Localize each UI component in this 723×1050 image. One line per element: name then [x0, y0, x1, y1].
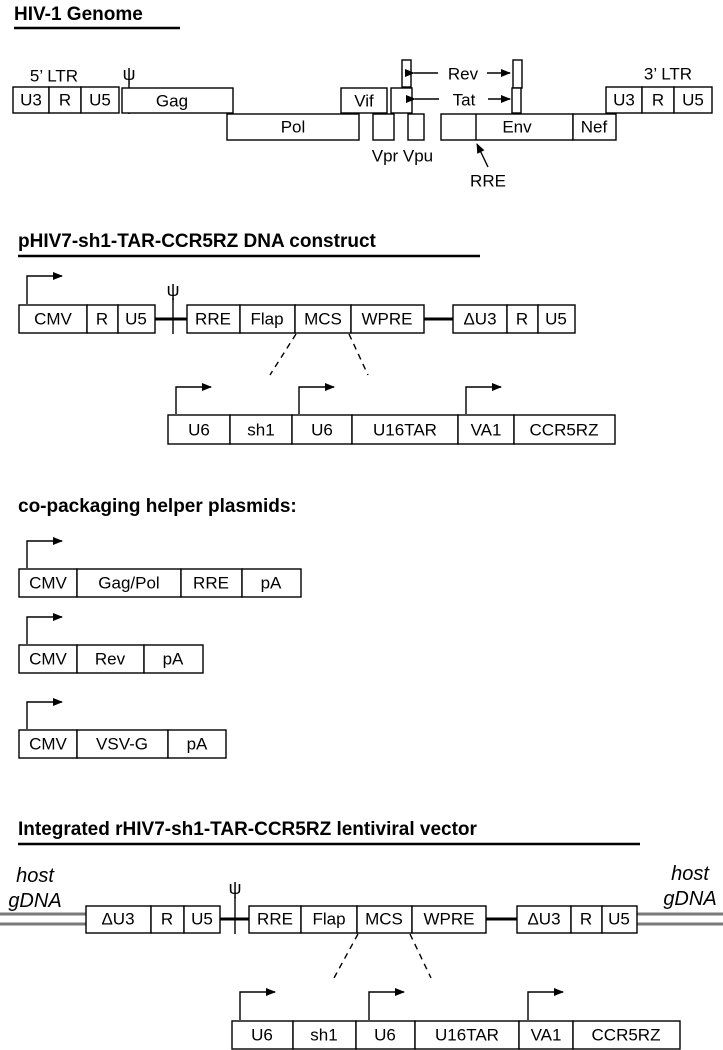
va1-promoter-arrow-4	[528, 992, 563, 1020]
u5-label-2: U5	[125, 309, 147, 329]
gag-label: Gag	[155, 91, 189, 111]
u6-promoter-arrow-4a	[240, 992, 275, 1020]
title-integrated-vector: Integrated rHIV7-sh1-TAR-CCR5RZ lentiviral vector	[18, 819, 477, 840]
r-label-2: R	[95, 309, 109, 329]
mcs-expand-line-right-4	[410, 934, 431, 978]
host-right-line1: host	[671, 863, 709, 885]
du3-label-4: ΔU3	[101, 909, 135, 929]
env-label: Env	[502, 117, 532, 137]
flap-label-4: Flap	[312, 909, 346, 929]
p3-pa-label: pA	[186, 734, 208, 754]
cmv-arrow-p3	[27, 702, 62, 729]
insert4-label-sh1: sh1	[310, 1025, 338, 1045]
tat-exon2-box	[512, 88, 521, 113]
vpr-label: Vpr	[371, 146, 399, 166]
wpre-label-4: WPRE	[423, 909, 475, 929]
host-left-line2: gDNA	[8, 890, 62, 912]
mcs-expand-line-right	[349, 334, 368, 375]
r-label-3: R	[651, 90, 665, 110]
p1-gagpol-label: Gag/Pol	[98, 573, 160, 593]
vpu-box	[408, 114, 424, 140]
insert-label-va1: VA1	[470, 420, 502, 440]
pol-label: Pol	[280, 117, 306, 137]
u6-promoter-arrow-4b	[369, 992, 404, 1020]
u6-promoter-arrow-2	[299, 387, 334, 414]
insert-label-u6-2: U6	[311, 420, 333, 440]
psi-symbol-4: ψ	[228, 878, 242, 898]
u3-label: U3	[20, 90, 42, 110]
p2-pa-label: pA	[162, 649, 184, 669]
nef-label: Nef	[580, 117, 608, 137]
vif-label: Vif	[354, 91, 374, 111]
u5-label: U5	[89, 90, 111, 110]
insert4-label-u6-2: U6	[374, 1025, 396, 1045]
insert-label-ccr5rz: CCR5RZ	[529, 420, 599, 440]
r-label-4b: R	[579, 909, 593, 929]
vpu-label: Vpu	[402, 146, 434, 166]
r-label-2b: R	[515, 309, 529, 329]
ltr5-label: 5’ LTR	[29, 66, 79, 86]
plasmid-gagpol	[19, 541, 301, 597]
cmv-promoter-arrow	[27, 276, 62, 304]
insert-cassette-1	[168, 387, 615, 444]
rev-exon1-box	[402, 60, 411, 87]
rre-label: RRE	[470, 171, 506, 191]
u6-promoter-arrow-1	[176, 387, 211, 414]
mcs-expand-line-left	[270, 334, 296, 375]
cmv-label: CMV	[34, 309, 72, 329]
mcs-label-4: MCS	[365, 909, 403, 929]
tat-exon1-box	[391, 88, 412, 113]
du3-label-4b: ΔU3	[527, 909, 561, 929]
va1-promoter-arrow	[466, 387, 501, 414]
ltr3-label: 3’ LTR	[643, 64, 693, 84]
p3-vsvg-label: VSV-G	[96, 734, 148, 754]
p1-rre-label: RRE	[193, 573, 229, 593]
insert4-label-ccr5rz: CCR5RZ	[591, 1025, 661, 1045]
u5-label-4: U5	[191, 909, 213, 929]
mcs-label: MCS	[304, 309, 342, 329]
p1-pa-label: pA	[260, 573, 282, 593]
psi-symbol: ψ	[122, 64, 136, 84]
wpre-label: WPRE	[361, 309, 413, 329]
title-hiv1-genome: HIV-1 Genome	[14, 4, 143, 25]
host-right-line2: gDNA	[663, 888, 717, 910]
rev-label: Rev	[447, 64, 479, 84]
r-label-4: R	[160, 909, 174, 929]
insert-label-sh1: sh1	[247, 420, 275, 440]
r-label: R	[58, 90, 72, 110]
ltr3-box-group	[606, 87, 712, 113]
u5-label-4b: U5	[608, 909, 630, 929]
cmv-arrow-p1	[27, 541, 62, 568]
rev-exon2-box	[513, 60, 522, 88]
title-helper-plasmids: co-packaging helper plasmids:	[18, 496, 297, 517]
rre-pointer-arrow	[477, 144, 488, 167]
rre-label-4: RRE	[257, 909, 293, 929]
insert-label-u6-1: U6	[188, 420, 210, 440]
ltr5-box-group	[13, 87, 119, 113]
u5-label-2b: U5	[545, 309, 567, 329]
title-phiv7-construct: pHIV7-sh1-TAR-CCR5RZ DNA construct	[18, 231, 376, 252]
p2-cmv-label: CMV	[29, 649, 67, 669]
du3-label: ΔU3	[463, 309, 497, 329]
insert4-label-u16tar: U16TAR	[435, 1025, 499, 1045]
insert-label-u16tar: U16TAR	[373, 420, 437, 440]
mcs-expand-line-left-4	[334, 934, 358, 978]
vpr-box	[373, 114, 394, 140]
flap-label: Flap	[250, 309, 284, 329]
plasmid-vsvg	[19, 702, 226, 758]
p1-cmv-label: CMV	[29, 573, 67, 593]
rre-label-2: RRE	[195, 309, 231, 329]
psi-symbol-2: ψ	[166, 280, 180, 300]
insert4-label-va1: VA1	[530, 1025, 562, 1045]
insert4-label-u6-1: U6	[251, 1025, 273, 1045]
p2-rev-label: Rev	[94, 649, 126, 669]
plasmid-rev	[19, 617, 203, 673]
host-left-line1: host	[16, 865, 54, 887]
u3-label-3: U3	[613, 90, 635, 110]
cmv-arrow-p2	[27, 617, 62, 644]
u5-label-3: U5	[682, 90, 704, 110]
insert-cassette-2	[232, 992, 680, 1049]
tat-label: Tat	[452, 90, 476, 110]
p3-cmv-label: CMV	[29, 734, 67, 754]
